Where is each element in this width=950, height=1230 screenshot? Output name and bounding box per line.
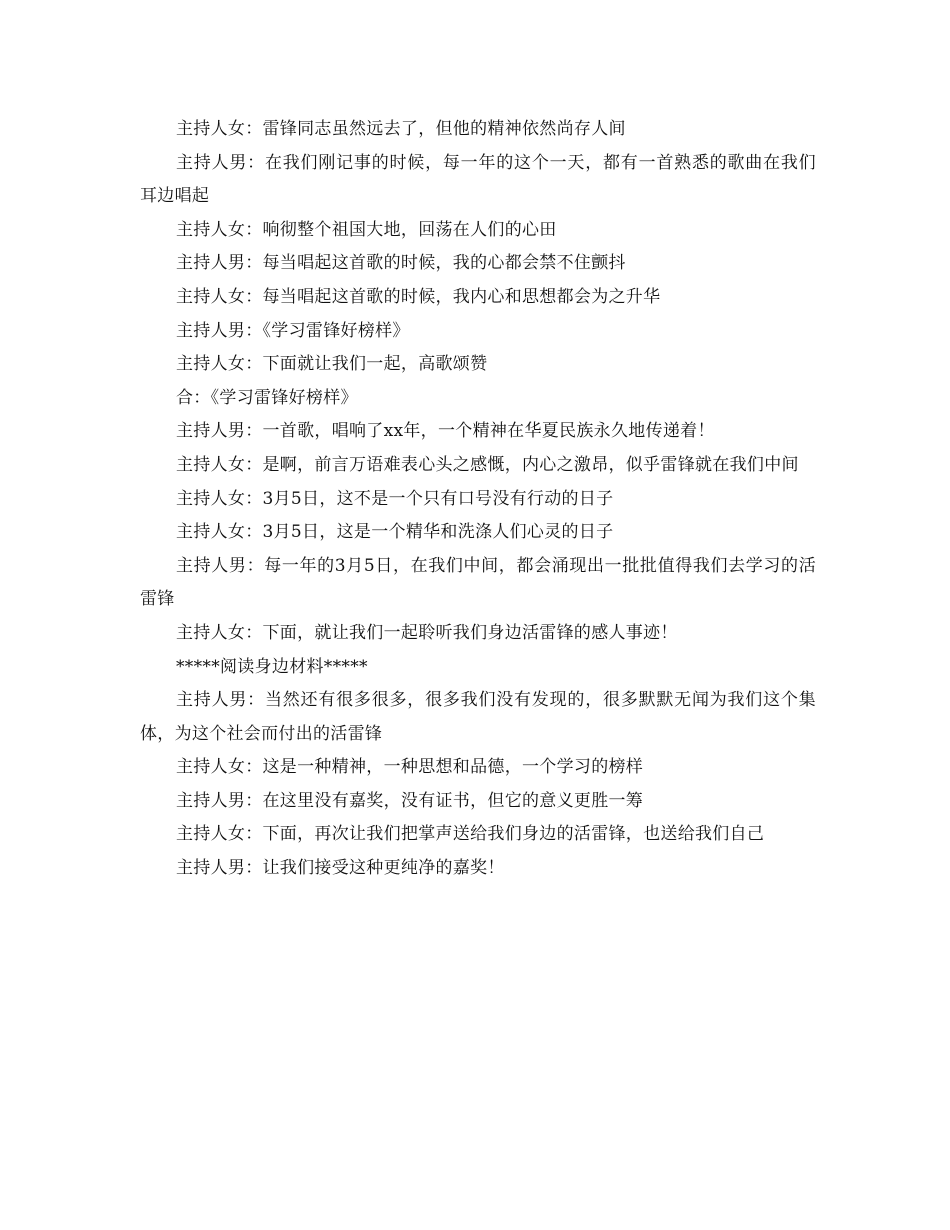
- document-body: [140, 113, 816, 886]
- paragraph: 主持人男：在这里没有嘉奖，没有证书，但它的意义更胜一筹: [176, 790, 644, 811]
- paragraph: 主持人女：这是一种精神，一种思想和品德，一个学习的榜样: [176, 757, 644, 778]
- paragraph: 主持人女：3月5日，这不是一个只有口号没有行动的日子: [176, 488, 614, 509]
- paragraph: 主持人男：《学习雷锋好榜样》: [176, 320, 410, 341]
- paragraph: 主持人女：每当唱起这首歌的时候，我内心和思想都会为之升华: [176, 286, 661, 307]
- paragraph: 主持人女：下面就让我们一起，高歌颂赞: [176, 354, 488, 375]
- paragraph: 主持人女：雷锋同志虽然远去了，但他的精神依然尚存人间: [176, 119, 626, 139]
- paragraph: 主持人女：下面，就让我们一起聆听我们身边活雷锋的感人事迹！: [176, 622, 678, 643]
- paragraph: 主持人女：3月5日，这是一个精华和洗涤人们心灵的日子: [176, 522, 614, 543]
- paragraph: 合：《学习雷锋好榜样》: [176, 387, 358, 408]
- paragraph: 主持人女：响彻整个祖国大地，回荡在人们的心田: [176, 219, 557, 240]
- paragraph: 主持人男：在我们刚记事的时候，每一年的这个一天，都有一首熟悉的歌曲在我们耳边唱起: [140, 152, 816, 207]
- paragraph: 主持人男：一首歌，唱响了xx年，一个精神在华夏民族永久地传递着！: [176, 421, 715, 442]
- paragraph: 主持人男：每一年的3月5日，在我们中间，都会涌现出一批批值得我们去学习的活雷锋: [140, 555, 816, 610]
- paragraph: 主持人男：每当唱起这首歌的时候，我的心都会禁不住颤抖: [176, 253, 626, 274]
- paragraph: 主持人女：下面，再次让我们把掌声送给我们身边的活雷锋，也送给我们自己: [176, 824, 765, 845]
- paragraph: 主持人男：让我们接受这种更纯净的嘉奖！: [176, 858, 505, 879]
- paragraph: *****阅读身边材料*****: [176, 656, 368, 677]
- paragraph: 主持人女：是啊，前言万语难表心头之感慨，内心之激昂，似乎雷锋就在我们中间: [176, 454, 799, 475]
- paragraph: 主持人男：当然还有很多很多，很多我们没有发现的，很多默默无闻为我们这个集体，为这个社会而付出的活雷锋: [140, 690, 816, 744]
